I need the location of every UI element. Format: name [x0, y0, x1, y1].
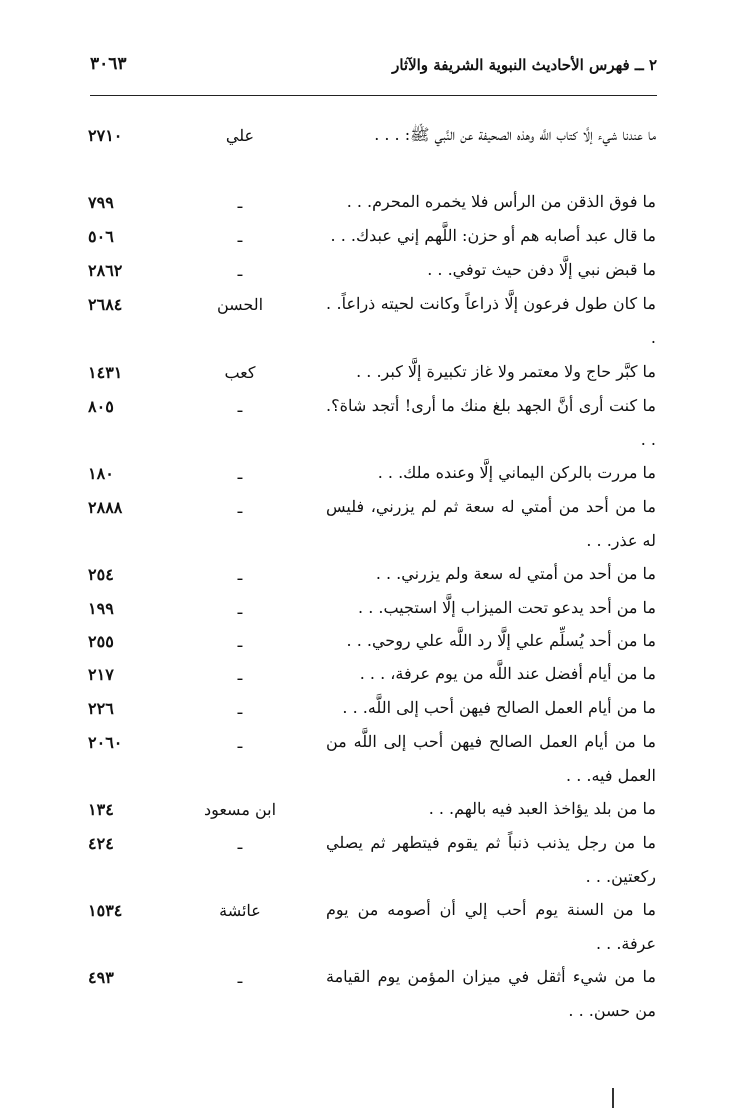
page-header	[90, 52, 657, 88]
hadith-text: ما من بلد يؤاخذ العبد فيه بالهم. . .	[428, 799, 656, 818]
narrator: علي	[225, 126, 255, 145]
hadith-text: ما من رجل يذنب ذنباً ثم يقوم فيتطهر ثم يصلي ركعتين. . .	[326, 833, 656, 886]
hadith-text: ما كبَّر حاج ولا معتمر ولا غاز تكبيرة إلَّا كبر. . .	[356, 362, 656, 381]
entry-number: ٢٦٨٤	[88, 295, 123, 314]
hadith-text: ما من أيام العمل الصالح فيهن أحب إلى اللَّه من العمل فيه. . .	[326, 732, 656, 785]
narrator: ـ	[237, 193, 243, 212]
entry-number: ١٥٣٤	[88, 901, 123, 920]
hadith-text: ما من أحد يُسلِّم علي إلَّا رد اللَّه علي روحي. . .	[346, 631, 656, 650]
narrator: ابن مسعود	[203, 800, 277, 819]
hadith-text: ما قال عبد أصابه هم أو حزن: اللَّهم إني عبدك. . .	[330, 226, 656, 245]
entry-number: ٢٥٥	[88, 632, 114, 651]
narrator: ـ	[237, 968, 243, 987]
narrator: ـ	[237, 599, 243, 618]
hadith-text: ما كنت أرى أنَّ الجهد بلغ منك ما أرى! أتجد شاة؟. . .	[326, 396, 656, 449]
hadith-text: ما من أيام أفضل عند اللَّه من يوم عرفة، . . .	[359, 664, 656, 683]
entry-number: ١٣٤	[88, 800, 114, 819]
hadith-text: ما عندنا شيء إلَّا كتاب اللَّه وهذه الصحيفة عن النَّبي ﷺ: . . .	[374, 125, 656, 144]
hadith-text: ما من أحد يدعو تحت الميزاب إلَّا استجيب. . .	[358, 598, 656, 617]
entry-number: ١٨٠	[88, 464, 114, 483]
entry-number: ٢٠٦٠	[88, 733, 123, 752]
entry-number: ٢٧١٠	[88, 126, 123, 145]
narrator: كعب	[224, 363, 256, 382]
narrator: ـ	[237, 699, 243, 718]
entry-number: ٢٨٦٢	[88, 261, 123, 280]
narrator: ـ	[237, 834, 243, 853]
hadith-text: ما من أحد من أمتي له سعة ثم لم يزرني، فليس له عذر. . .	[326, 497, 656, 550]
narrator: ـ	[237, 632, 243, 651]
entry-number: ٨٠٥	[88, 397, 114, 416]
narrator: ـ	[237, 733, 243, 752]
narrator: ـ	[237, 464, 243, 483]
narrator: الحسن	[216, 295, 264, 314]
entry-number: ٢٥٤	[88, 565, 114, 584]
page-number: ٣٠٦٣	[90, 54, 127, 74]
entry-number: ٤٩٣	[88, 968, 114, 987]
hadith-text: ما قبض نبي إلَّا دفن حيث توفي. . .	[427, 260, 656, 279]
hadith-text: ما من شيء أثقل في ميزان المؤمن يوم القيامة من حسن. . .	[326, 967, 656, 1020]
hadith-text: ما فوق الذقن من الرأس فلا يخمره المحرم. . .	[346, 192, 656, 211]
entry-number: ٢٨٨٨	[88, 498, 123, 517]
entry-number: ٧٩٩	[88, 193, 114, 212]
running-title: ٢ ــ فهرس الأحاديث النبوية الشريفة والآثار	[392, 56, 657, 74]
entry-number: ٢٢٦	[88, 699, 114, 718]
narrator: عائشة	[219, 901, 261, 920]
entry-number: ٥٠٦	[88, 227, 114, 246]
hadith-text: ما مررت بالركن اليماني إلَّا وعنده ملك. . .	[377, 463, 656, 482]
header-rule	[90, 95, 657, 96]
page-edge-mark	[612, 1088, 614, 1108]
entry-number: ٤٢٤	[88, 834, 114, 853]
entry-number: ٢١٧	[88, 665, 114, 684]
entry-number: ١٤٣١	[88, 363, 123, 382]
entry-number: ١٩٩	[88, 599, 114, 618]
narrator: ـ	[237, 261, 243, 280]
hadith-text: ما من السنة يوم أحب إلي أن أصومه من يوم عرفة. . .	[326, 900, 656, 953]
narrator: ـ	[237, 498, 243, 517]
narrator: ـ	[237, 565, 243, 584]
narrator: ـ	[237, 227, 243, 246]
hadith-text: ما من أحد من أمتي له سعة ولم يزرني. . .	[375, 564, 656, 583]
hadith-text: ما كان طول فرعون إلَّا ذراعاً وكانت لحيته ذراعاً. . .	[326, 294, 656, 347]
narrator: ـ	[237, 397, 243, 416]
hadith-text: ما من أيام العمل الصالح فيهن أحب إلى اللَّه. . .	[342, 698, 656, 717]
narrator: ـ	[237, 665, 243, 684]
